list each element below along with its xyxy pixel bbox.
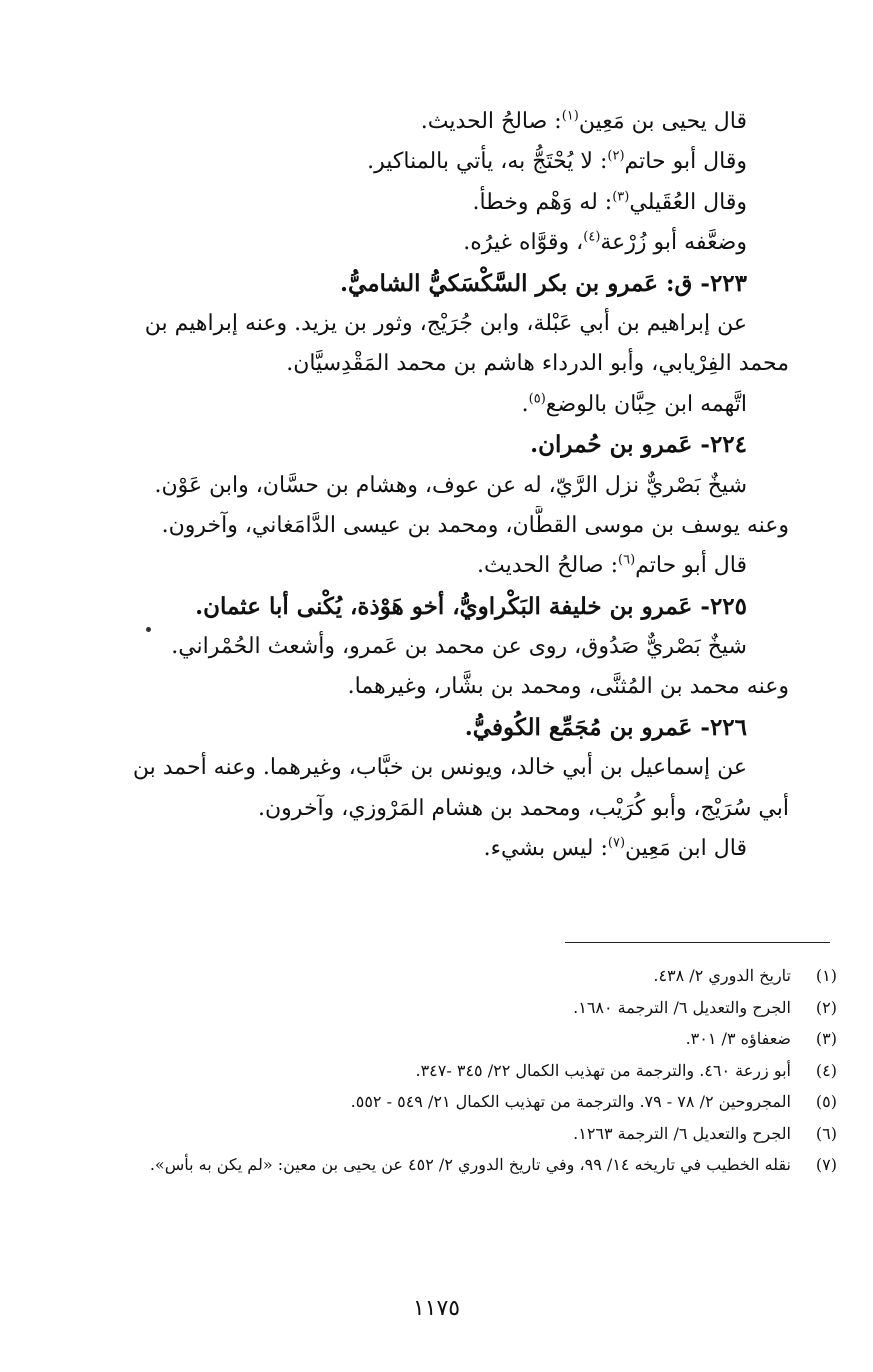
entry-heading-223: ٢٢٣- ق: عَمرو بن بكر السَّكْسَكيُّ الشاميُّ. [340, 269, 747, 297]
text-line: شيخٌ بَصْريٌّ نزل الرَّيّ، له عن عوف، وهشام بن حسَّان، وابن عَوْن. [154, 472, 747, 498]
footnote [100, 1118, 837, 1150]
footnote-text: أبو زرعة ٤٦٠. والترجمة من تهذيب الكمال ٢٢/ ٣٤٥ -٣٤٧. [415, 1060, 791, 1080]
footnote-number: (٢) [815, 997, 837, 1017]
footnote-ref[interactable]: (٦) [618, 552, 636, 568]
text-line: شيخٌ بَصْريٌّ صَدُوق، روى عن محمد بن عَمرو، وأشعث الحُمْراني. [171, 634, 747, 660]
footnote-ref[interactable]: (١) [561, 108, 579, 124]
entry-heading-226: ٢٢٦- عَمرو بن مُجَمِّع الكُوفيُّ. [464, 713, 747, 741]
footnote-text: نقله الخطيب في تاريخه ١٤/ ٩٩، وفي تاريخ الدوري ٢/ ٤٥٢ عن يحيى بن معين: «لم يكن به بأس». [149, 1155, 791, 1174]
main-text [84, 102, 789, 869]
footnote [100, 1023, 837, 1055]
page-number: ١١٧٥ [412, 1296, 461, 1321]
footnote-ref[interactable]: (٢) [607, 149, 625, 165]
footnote-text: المجروحين ٢/ ٧٨ - ٧٩. والترجمة من تهذيب الكمال ٢١/ ٥٤٩ - ٥٥٢. [350, 1092, 791, 1111]
footnotes [100, 960, 837, 1181]
text-line: محمد الفِرْيابي، وأبو الدرداء هاشم بن محمد المَقْدِسيَّان. [286, 351, 789, 377]
text-line: عن إبراهيم بن أبي عَبْلة، وابن جُرَيْج، وثور بن يزيد. وعنه إبراهيم بن [144, 310, 747, 336]
text-line: قال يحيى بن مَعِين$^{(١)}$: صالحُ الحديث. [420, 108, 747, 134]
stray-dot-mark [146, 627, 151, 632]
footnote-number: (٥) [815, 1092, 837, 1111]
footnote-number: (١) [815, 966, 837, 985]
footnote-number: (٧) [815, 1155, 837, 1174]
footnote-ref[interactable]: (٣) [612, 189, 630, 205]
entry-heading-224: ٢٢٤- عَمرو بن حُمران. [530, 431, 747, 459]
text-line: وقال العُقَيلي$^{(٣)}$: له وَهْم وخطأ. [472, 189, 747, 215]
footnote [100, 1149, 837, 1181]
text-line: وعنه يوسف بن موسى القطَّان، ومحمد بن عيسى الدَّامَغاني، وآخرون. [161, 512, 789, 538]
footnote-ref[interactable]: (٥) [528, 391, 546, 407]
entry-heading-225: ٢٢٥- عَمرو بن خليفة البَكْراويُّ، أخو هَوْذة، يُكْنى أبا عثمان. [195, 592, 747, 620]
footnote-number: (٦) [815, 1123, 837, 1143]
footnote [100, 1055, 837, 1087]
footnote-number: (٤) [815, 1060, 837, 1080]
text-line: قال ابن مَعِين$^{(٧)}$: ليس بشيء. [483, 835, 747, 862]
footnote-ref[interactable]: (٧) [607, 835, 626, 851]
footnote [100, 992, 837, 1024]
text-line: وقال أبو حاتم$^{(٢)}$: لا يُحْتَجُّ به، يأتي بالمناكير. [367, 149, 747, 175]
text-line: أبي سُرَيْج، وأبو كُرَيْب، ومحمد بن هشام المَرْوزي، وآخرون. [258, 795, 789, 821]
text-line: وعنه محمد بن المُثنَّى، ومحمد بن بشَّار، وغيرهما. [347, 674, 789, 700]
footnote [100, 960, 837, 992]
footnote [100, 1086, 837, 1118]
footnote-separator [565, 942, 830, 943]
footnote-text: الجرح والتعديل ٦/ الترجمة ١٢٦٣. [573, 1123, 791, 1143]
footnote-text: الجرح والتعديل ٦/ الترجمة ١٦٨٠. [573, 997, 791, 1017]
footnote-number: (٣) [815, 1029, 837, 1048]
text-line: قال أبو حاتم$^{(٦)}$: صالحُ الحديث. [477, 552, 747, 579]
text-line: عن إسماعيل بن أبي خالد، ويونس بن خبَّاب، وغيرهما. وعنه أحمد بن [132, 755, 747, 781]
footnote-text: تاريخ الدوري ٢/ ٤٣٨. [653, 966, 791, 985]
footnote-text: ضعفاؤه ٣/ ٣٠١. [685, 1029, 791, 1048]
text-line: وضعَّفه أبو زُرْعة$^{(٤)}$، وقوَّاه غيرُه. [463, 229, 747, 256]
text-line: اتَّهمه ابن حِبَّان بالوضع$^{(٥)}$. [521, 391, 747, 417]
footnote-ref[interactable]: (٤) [583, 229, 601, 245]
